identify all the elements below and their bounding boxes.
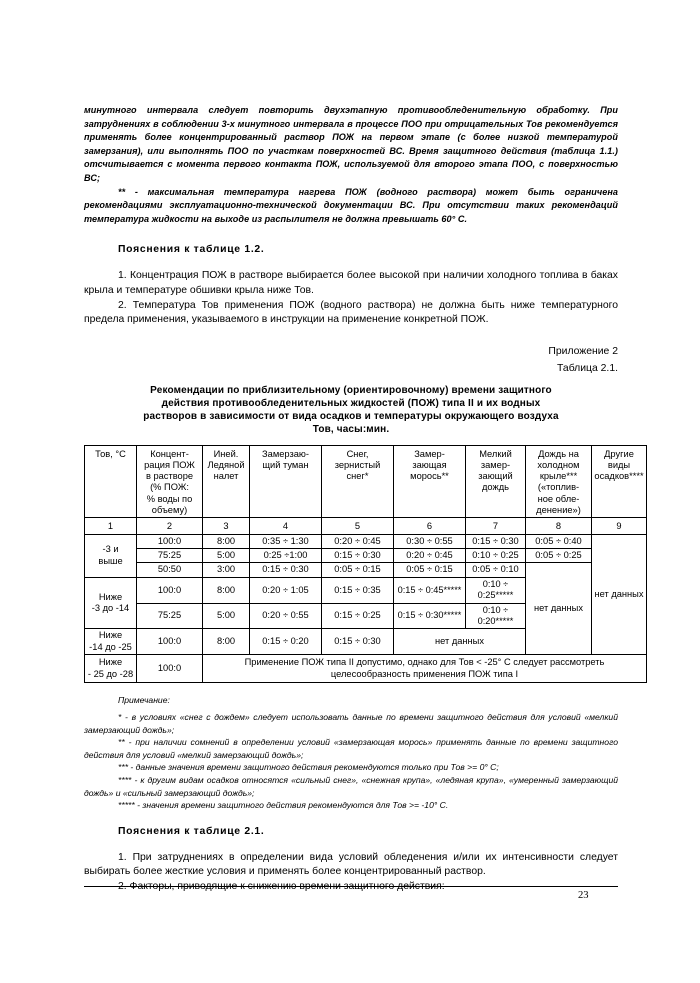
cell-conc: 75:25 — [137, 603, 203, 629]
cell-frost: 5:00 — [203, 549, 250, 563]
cell-conc: 75:25 — [137, 549, 203, 563]
cell-frost: 5:00 — [203, 603, 250, 629]
page-content — [84, 104, 644, 895]
colnum-3: 3 — [203, 518, 250, 534]
cell-conc: 100:0 — [137, 577, 203, 603]
th-frost: Иней. Ледяной налет — [203, 445, 250, 518]
cell-fog: 0:15 ÷ 0:20 — [250, 629, 322, 655]
cell-snow: 0:15 ÷ 0:30 — [322, 629, 394, 655]
footer-divider — [84, 886, 618, 887]
table-title-line-3: растворов в зависимости от вида осадков и температуры окружающего воздуха — [143, 411, 559, 423]
table-row — [85, 563, 647, 577]
th-snow: Снег, зернистый снег* — [322, 445, 394, 518]
cell-conc: 100:0 — [137, 655, 203, 683]
cell-cold-wing-no-data: нет данных — [526, 563, 592, 655]
colnum-1: 1 — [85, 518, 137, 534]
note-item-3: *** - данные значения времени защитного действия рекомендуются только при Тов >= 0° С; — [118, 762, 499, 773]
explanation-2-1-item-2: 2. Факторы, приводящие к снижению времени защитного действия: — [118, 881, 445, 893]
cell-light-rain: 0:10 ÷ 0:25***** — [466, 577, 526, 603]
row-label-group-1: -3 и выше — [85, 534, 137, 577]
table-row — [85, 534, 647, 548]
cell-fog: 0:20 ÷ 0:55 — [250, 603, 322, 629]
th-light-freezing-rain: Мелкий замер- зающий дождь — [466, 445, 526, 518]
cell-fog: 0:20 ÷ 1:05 — [250, 577, 322, 603]
cell-light-rain: 0:10 ÷ 0:20***** — [466, 603, 526, 629]
paragraph-top-1: минутного интервала следует повторить двухэтапную противообледенительную обработку. При затруднениях в соблюдении 3-х минутного интервала в процессе ПОО при отрицательных Тов рекомендуется применять более концентрированный раствор ПОЖ на первом этапе (с более низкой температурой замерзания), или выполнять ПОО по участкам поверхностей ВС. Время защитного действия (таблица 1.1.) отсчитывается с момента первого контакта ПОЖ, используемой для второго этапа ПОО, с поверхностью ВС; — [84, 105, 618, 183]
cell-drizzle: 0:15 ÷ 0:30***** — [394, 603, 466, 629]
cell-frost: 3:00 — [203, 563, 250, 577]
table-header-row — [85, 445, 647, 518]
cell-light-rain: 0:10 ÷ 0:25 — [466, 549, 526, 563]
note-item-2: ** - при наличии сомнений в определении условий «замерзающая морось» применять данные по времени защитного действия для условий «мелкий замерзающий дождь»; — [84, 737, 618, 760]
colnum-2: 2 — [137, 518, 203, 534]
row-label-group-4: Ниже - 25 до -28 — [85, 655, 137, 683]
protection-time-table — [84, 445, 647, 684]
th-rain-cold-wing: Дождь на холодном крыле*** («топлив- ное обле- денение») — [526, 445, 592, 518]
cell-cold-wing: 0:05 ÷ 0:40 — [526, 534, 592, 548]
table-label: Таблица 2.1. — [557, 362, 618, 374]
table-column-number-row — [85, 518, 647, 534]
cell-drizzle: 0:15 ÷ 0:45***** — [394, 577, 466, 603]
table-row — [85, 655, 647, 683]
table-title-line-2: действия противообледенительных жидкостей (ПОЖ) типа II и их водных — [161, 397, 541, 409]
cell-frost: 8:00 — [203, 534, 250, 548]
cell-frost: 8:00 — [203, 629, 250, 655]
cell-snow: 0:05 ÷ 0:15 — [322, 563, 394, 577]
appendix-label: Приложение 2 — [548, 345, 618, 357]
colnum-7: 7 — [466, 518, 526, 534]
row-label-group-2: Ниже -3 до -14 — [85, 577, 137, 629]
heading-explanations-1-2: Пояснения к таблице 1.2. — [118, 244, 265, 256]
table-row — [85, 549, 647, 563]
heading-explanations-2-1: Пояснения к таблице 2.1. — [118, 825, 265, 837]
cell-snow: 0:20 ÷ 0:45 — [322, 534, 394, 548]
table-title-line-4: Тов, часы:мин. — [312, 424, 390, 436]
colnum-5: 5 — [322, 518, 394, 534]
cell-merged-note: Применение ПОЖ типа II допустимо, однако для Тов < -25° С следует рассмотреть целесообразность применения ПОЖ типа I — [203, 655, 647, 683]
cell-merged-no-data: нет данных — [394, 629, 526, 655]
th-freezing-drizzle: Замер- зающая морось** — [394, 445, 466, 518]
cell-light-rain: 0:05 ÷ 0:10 — [466, 563, 526, 577]
cell-drizzle: 0:30 ÷ 0:55 — [394, 534, 466, 548]
explanation-1-2-item-1: 1. Концентрация ПОЖ в растворе выбирается более высокой при наличии холодного топлива в баках крыла и температуре обшивки крыла ниже Тов. — [84, 270, 618, 296]
cell-snow: 0:15 ÷ 0:35 — [322, 577, 394, 603]
cell-fog: 0:25 ÷1:00 — [250, 549, 322, 563]
table-title-line-1: Рекомендации по приблизительному (ориентировочному) времени защитного — [150, 384, 552, 396]
th-freezing-fog: Замерзаю- щий туман — [250, 445, 322, 518]
explanation-2-1-item-1: 1. При затруднениях в определении вида условий обледенения и/или их интенсивности следует выбирать более жесткие условия и применять более концентрированный раствор. — [84, 851, 618, 878]
note-item-1: * - в условиях «снег с дождем» следует использовать данные по времени защитного действия для условий «мелкий замерзающий дождь»; — [84, 712, 618, 735]
cell-other-no-data: нет данных — [592, 534, 647, 655]
cell-snow: 0:15 ÷ 0:25 — [322, 603, 394, 629]
note-item-4: **** - к другим видам осадков относятся «сильный снег», «снежная крупа», «ледяная крупа», «умеренный замерзающий дождь» и «сильный замерзающий дождь»; — [84, 775, 618, 798]
colnum-4: 4 — [250, 518, 322, 534]
cell-frost: 8:00 — [203, 577, 250, 603]
explanation-1-2-item-2: 2. Температура Тов применения ПОЖ (водного раствора) не должна быть ниже температурного предела применения, указываемого в инструкции на применение конкретной ПОЖ. — [84, 299, 618, 326]
note-item-5: ***** - значения времени защитного действия рекомендуются для Тов >= -10° С. — [118, 800, 449, 811]
th-other-precipitation: Другие виды осадков**** — [592, 445, 647, 518]
cell-drizzle: 0:20 ÷ 0:45 — [394, 549, 466, 563]
cell-light-rain: 0:15 ÷ 0:30 — [466, 534, 526, 548]
row-label-group-3: Ниже -14 до -25 — [85, 629, 137, 655]
colnum-8: 8 — [526, 518, 592, 534]
cell-drizzle: 0:05 ÷ 0:15 — [394, 563, 466, 577]
cell-snow: 0:15 ÷ 0:30 — [322, 549, 394, 563]
cell-fog: 0:35 ÷ 1:30 — [250, 534, 322, 548]
paragraph-top-2: ** - максимальная температура нагрева ПОЖ (водного раствора) может быть ограничена рекомендациями эксплуатационно-технической документации ВС. При отсутствии таких рекомендаций температура жидкости на выходе из распылителя не должна превышать 60° С. — [84, 186, 618, 224]
notes-title: Примечание: — [118, 695, 170, 706]
th-concentration: Концент- рация ПОЖ в растворе (% ПОЖ: % воды по объему) — [137, 445, 203, 518]
cell-conc: 100:0 — [137, 534, 203, 548]
cell-conc: 50:50 — [137, 563, 203, 577]
colnum-9: 9 — [592, 518, 647, 534]
th-temperature: Тов, °С — [85, 445, 137, 518]
cell-cold-wing: 0:05 ÷ 0:25 — [526, 549, 592, 563]
page-number: 23 — [578, 890, 589, 901]
cell-fog: 0:15 ÷ 0:30 — [250, 563, 322, 577]
cell-conc: 100:0 — [137, 629, 203, 655]
colnum-6: 6 — [394, 518, 466, 534]
